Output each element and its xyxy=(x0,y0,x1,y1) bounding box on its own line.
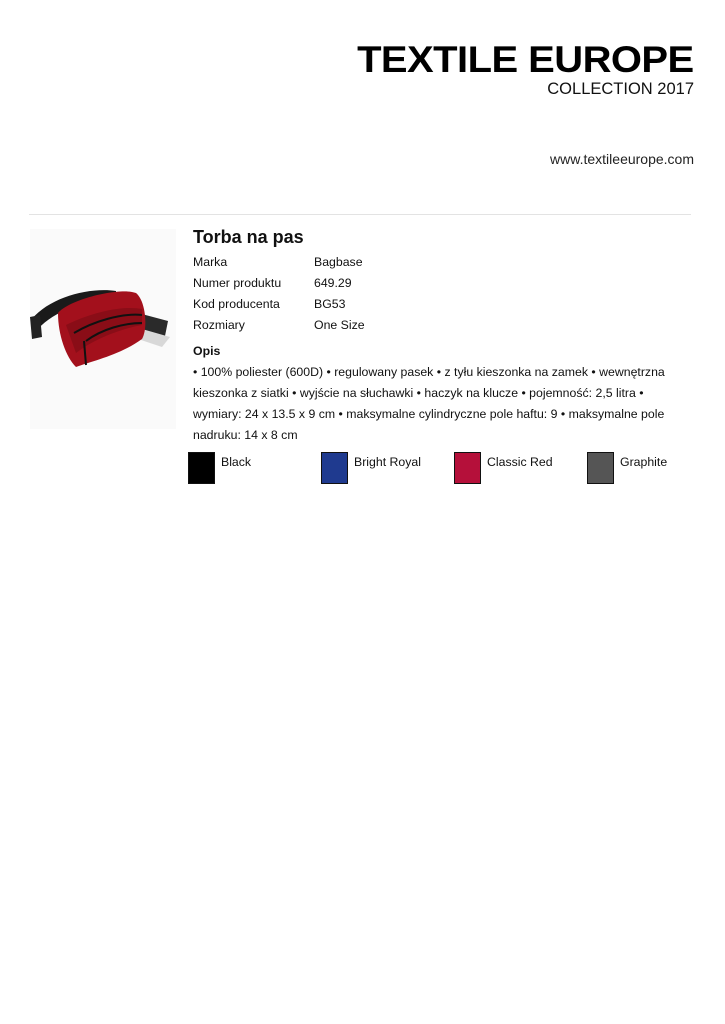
spec-row-manufacturer-code xyxy=(193,294,365,315)
swatch-box xyxy=(321,452,348,484)
swatch-label: Graphite xyxy=(620,455,668,469)
brand-subtitle: COLLECTION 2017 xyxy=(547,80,694,98)
description-heading: Opis xyxy=(193,344,221,358)
description-text: • 100% poliester (600D) • regulowany pasek • z tyłu kieszonka na zamek • wewnętrzna kieszonka z siatki • wyjście na słuchawki • haczyk na klucze • pojemność: 2,5 litra • wymiary: 24 x 13.5 x 9 cm • maksymalne cylindryczne pole haftu: 9 • maksymalne pole nadruku: 14 x 8 cm xyxy=(193,365,665,442)
spec-label: Kod producenta xyxy=(193,297,280,311)
product-image xyxy=(30,229,176,429)
color-swatch-classic-red[interactable] xyxy=(454,452,587,484)
spec-table xyxy=(193,252,365,336)
spec-label: Numer produktu xyxy=(193,276,282,290)
divider xyxy=(29,214,691,215)
color-swatches xyxy=(188,452,720,484)
waist-bag-photo xyxy=(30,229,176,429)
spec-label: Marka xyxy=(193,255,228,269)
swatch-label: Classic Red xyxy=(487,455,553,469)
swatch-box xyxy=(188,452,215,484)
spec-row-brand xyxy=(193,252,365,273)
swatch-box xyxy=(454,452,481,484)
color-swatch-black[interactable] xyxy=(188,452,321,484)
swatch-label: Black xyxy=(221,455,252,469)
brand-header xyxy=(357,39,694,98)
swatch-box xyxy=(587,452,614,484)
spec-row-sizes xyxy=(193,315,365,336)
spec-label: Rozmiary xyxy=(193,318,245,332)
brand-title: TEXTILE EUROPE xyxy=(357,39,694,80)
spec-value: 649.29 xyxy=(314,276,352,290)
color-swatch-bright-royal[interactable] xyxy=(321,452,454,484)
spec-value: BG53 xyxy=(314,297,346,311)
website-link[interactable]: www.textileeurope.com xyxy=(550,151,694,167)
spec-row-product-number xyxy=(193,273,365,294)
color-swatch-graphite[interactable] xyxy=(587,452,720,484)
product-title: Torba na pas xyxy=(193,227,304,247)
spec-value: One Size xyxy=(314,318,365,332)
swatch-label: Bright Royal xyxy=(354,455,421,469)
spec-value: Bagbase xyxy=(314,255,363,269)
